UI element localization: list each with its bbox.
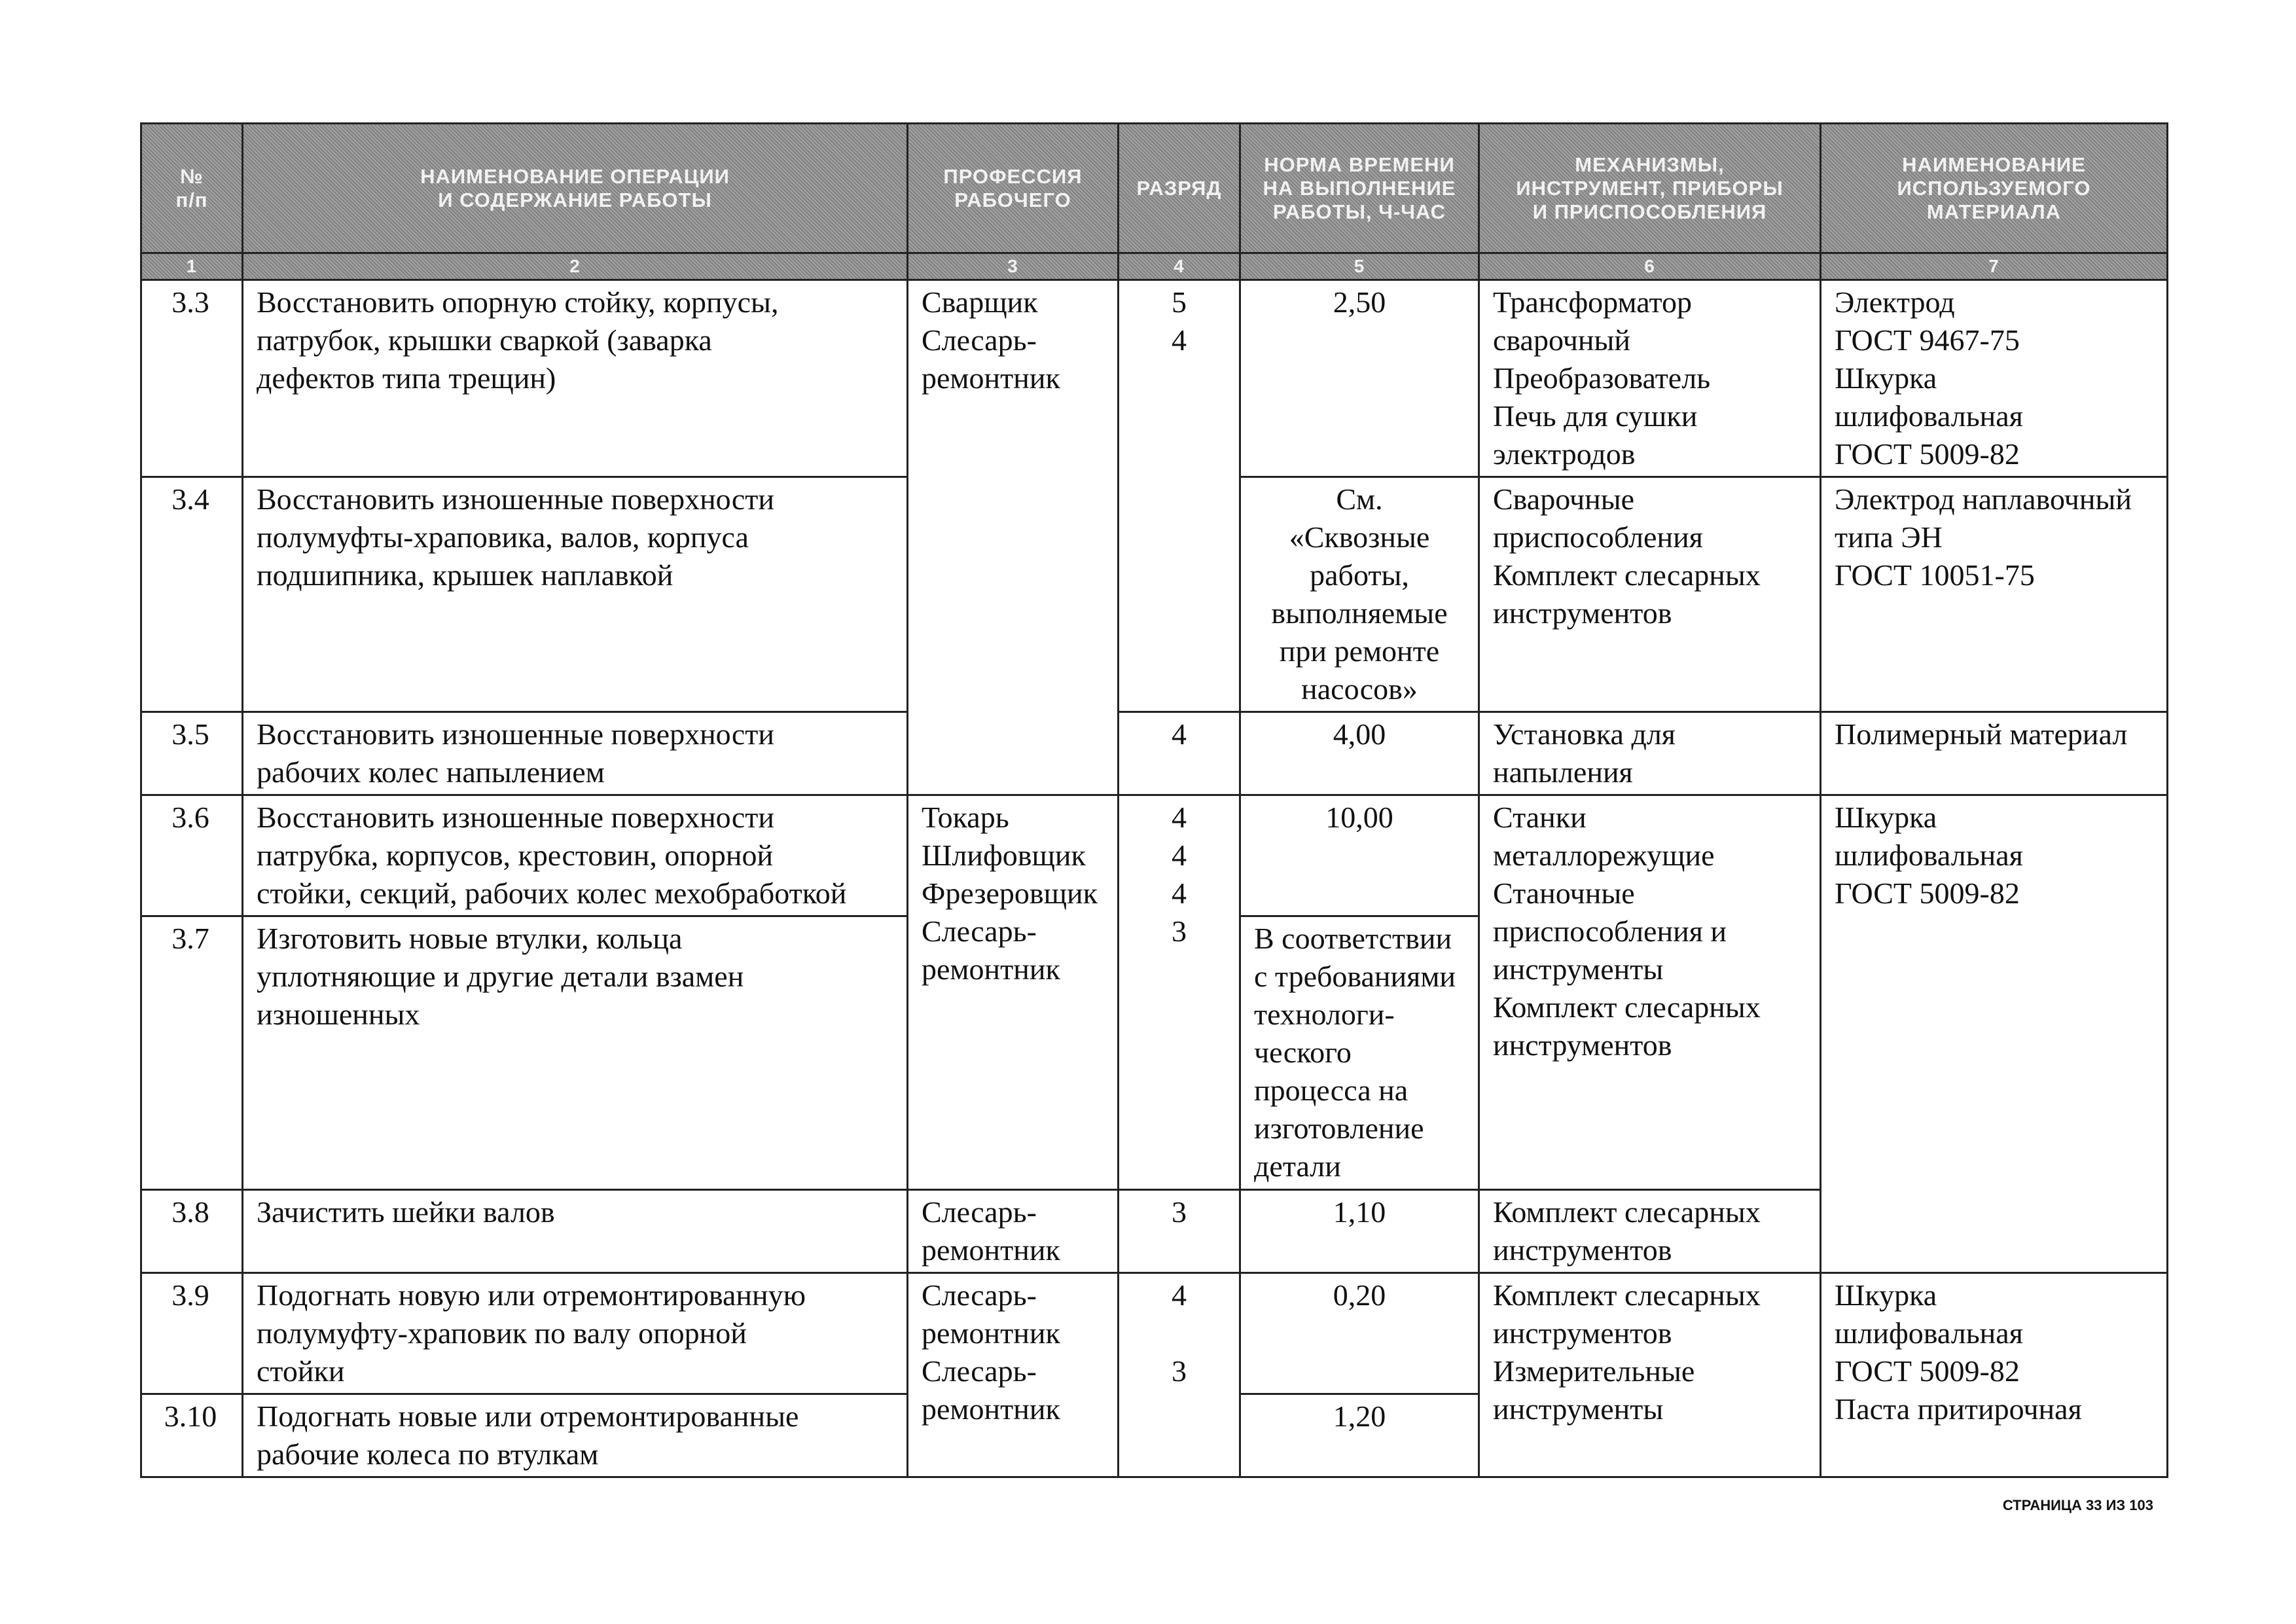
time-norm-cell: В соответствии с требованиями технологи- ческого процесса на изготовление детали — [1240, 916, 1479, 1190]
column-number-row — [141, 253, 2168, 280]
profession-cell: Слесарь- ремонтник — [908, 1190, 1119, 1273]
material-cell: Полимерный материал — [1821, 712, 2168, 795]
header-time-norm: НОРМА ВРЕМЕНИ НА ВЫПОЛНЕНИЕ РАБОТЫ, Ч-ЧАС — [1240, 124, 1479, 253]
col-number-5: 5 — [1240, 253, 1479, 280]
row-number: 3.4 — [141, 477, 243, 712]
time-norm-cell: 1,10 — [1240, 1190, 1479, 1273]
operation-text: Восстановить опорную стойку, корпусы, патрубок, крышки сваркой (заварка дефектов типа трещин) — [243, 280, 908, 477]
header-operation: НАИМЕНОВАНИЕ ОПЕРАЦИИ И СОДЕРЖАНИЕ РАБОТЫ — [243, 124, 908, 253]
header-row — [141, 124, 2168, 253]
row-number: 3.7 — [141, 916, 243, 1190]
time-norm-cell: См. «Сквозные работы, выполняемые при ремонте насосов» — [1240, 477, 1479, 712]
time-norm-cell: 2,50 — [1240, 280, 1479, 477]
row-number: 3.3 — [141, 280, 243, 477]
material-cell: Шкурка шлифовальная ГОСТ 5009-82 — [1821, 795, 2168, 1273]
grade-cell: 4 — [1119, 712, 1240, 795]
tools-cell: Установка для напыления — [1479, 712, 1821, 795]
tools-cell: Трансформатор сварочный Преобразователь Печь для сушки электродов — [1479, 280, 1821, 477]
operation-text: Восстановить изношенные поверхности полумуфты-храповика, валов, корпуса подшипника, крышек наплавкой — [243, 477, 908, 712]
work-table-container — [140, 122, 2166, 1478]
header-profession: ПРОФЕССИЯ РАБОЧЕГО — [908, 124, 1119, 253]
col-number-6: 6 — [1479, 253, 1821, 280]
col-number-4: 4 — [1119, 253, 1240, 280]
grade-cell: 4 4 4 3 — [1119, 795, 1240, 1190]
operation-text: Изготовить новые втулки, кольца уплотняющие и другие детали взамен изношенных — [243, 916, 908, 1190]
time-norm-cell: 1,20 — [1240, 1394, 1479, 1477]
time-norm-cell: 10,00 — [1240, 795, 1479, 916]
tools-cell: Комплект слесарных инструментов — [1479, 1190, 1821, 1273]
header-grade: РАЗРЯД — [1119, 124, 1240, 253]
profession-cell: Сварщик Слесарь- ремонтник — [908, 280, 1119, 795]
header-number: № п/п — [141, 124, 243, 253]
profession-cell: Токарь Шлифовщик Фрезеровщик Слесарь- ремонтник — [908, 795, 1119, 1190]
material-cell: Электрод ГОСТ 9467-75 Шкурка шлифовальная ГОСТ 5009-82 — [1821, 280, 2168, 477]
operation-text: Зачистить шейки валов — [243, 1190, 908, 1273]
col-number-3: 3 — [908, 253, 1119, 280]
work-table — [140, 122, 2168, 1478]
page-number: СТРАНИЦА 33 ИЗ 103 — [2002, 1497, 2153, 1513]
table-row-3-9 — [141, 1273, 2168, 1394]
table-row-3-6 — [141, 795, 2168, 916]
material-cell: Шкурка шлифовальная ГОСТ 5009-82 Паста притирочная — [1821, 1273, 2168, 1477]
table-row-3-3 — [141, 280, 2168, 477]
material-cell: Электрод наплавочный типа ЭН ГОСТ 10051-75 — [1821, 477, 2168, 712]
operation-text: Подогнать новую или отремонтированную полумуфту-храповик по валу опорной стойки — [243, 1273, 908, 1394]
col-number-7: 7 — [1821, 253, 2168, 280]
time-norm-cell: 0,20 — [1240, 1273, 1479, 1394]
operation-text: Восстановить изношенные поверхности рабочих колес напылением — [243, 712, 908, 795]
operation-text: Восстановить изношенные поверхности патрубка, корпусов, крестовин, опорной стойки, секций, рабочих колес мехобработкой — [243, 795, 908, 916]
row-number: 3.6 — [141, 795, 243, 916]
header-tools: МЕХАНИЗМЫ, ИНСТРУМЕНТ, ПРИБОРЫ И ПРИСПОСОБЛЕНИЯ — [1479, 124, 1821, 253]
tools-cell: Сварочные приспособления Комплект слесарных инструментов — [1479, 477, 1821, 712]
tools-cell: Комплект слесарных инструментов Измерительные инструменты — [1479, 1273, 1821, 1477]
table-row-3-5 — [141, 712, 2168, 795]
col-number-1: 1 — [141, 253, 243, 280]
header-material: НАИМЕНОВАНИЕ ИСПОЛЬЗУЕМОГО МАТЕРИАЛА — [1821, 124, 2168, 253]
col-number-2: 2 — [243, 253, 908, 280]
grade-cell: 3 — [1119, 1190, 1240, 1273]
operation-text: Подогнать новые или отремонтированные рабочие колеса по втулкам — [243, 1394, 908, 1477]
row-number: 3.8 — [141, 1190, 243, 1273]
row-number: 3.9 — [141, 1273, 243, 1394]
profession-cell: Слесарь- ремонтник Слесарь- ремонтник — [908, 1273, 1119, 1477]
tools-cell: Станки металлорежущие Станочные приспособления и инструменты Комплект слесарных инструментов — [1479, 795, 1821, 1190]
row-number: 3.10 — [141, 1394, 243, 1477]
row-number: 3.5 — [141, 712, 243, 795]
grade-cell: 4 3 — [1119, 1273, 1240, 1477]
grade-cell: 5 4 — [1119, 280, 1240, 712]
time-norm-cell: 4,00 — [1240, 712, 1479, 795]
